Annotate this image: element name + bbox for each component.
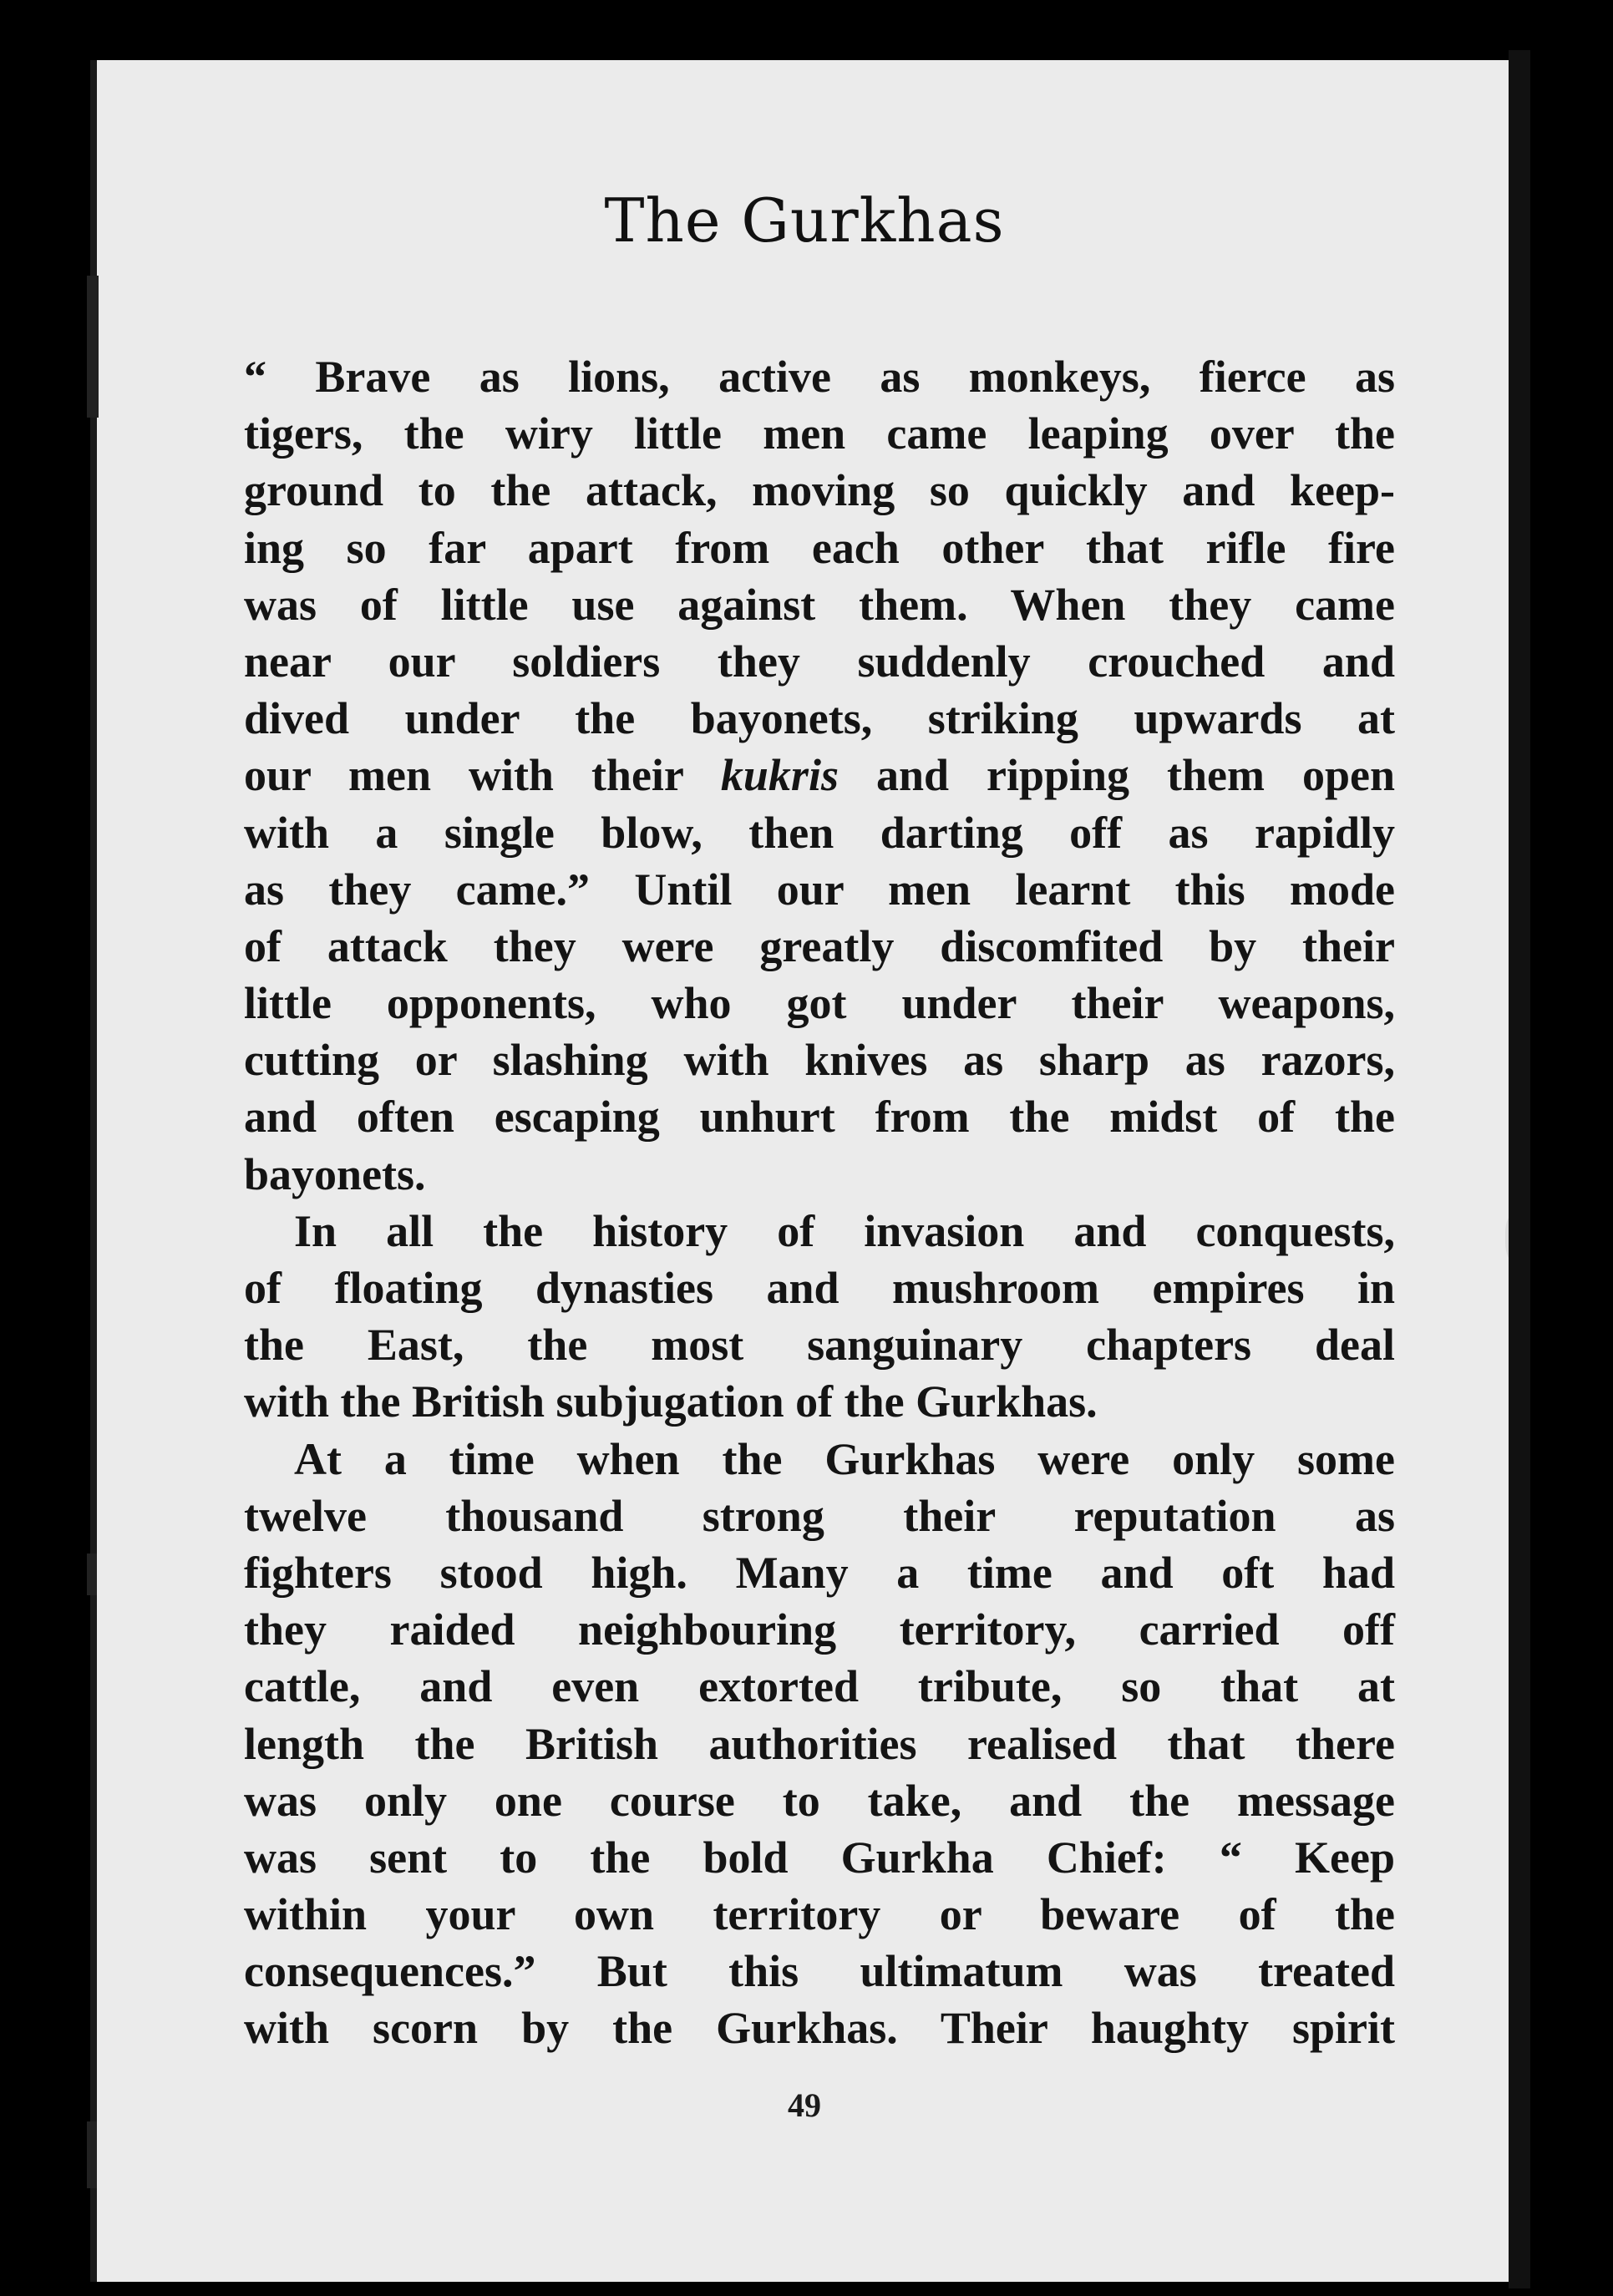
text-run: and often escaping unhurt from the midst of the [244, 1092, 1395, 1143]
text-run: dived under the bayonets, striking upwards at [244, 693, 1395, 744]
text-run: ing so far apart from each other that rifle fire [244, 522, 1395, 573]
text-line [244, 576, 1395, 633]
binding-mark [87, 276, 99, 418]
text-line [244, 918, 1395, 975]
paragraph [244, 348, 1395, 1203]
text-line [244, 804, 1395, 861]
text-run: cutting or slashing with knives as sharp as razors, [244, 1035, 1395, 1086]
text-run: with a single blow, then darting off as rapidly [244, 807, 1395, 858]
text-line [244, 1601, 1395, 1658]
text-run: with the British subjugation of the Gurkhas. [244, 1376, 1098, 1427]
text-line [244, 1886, 1395, 1943]
text-line [244, 861, 1395, 918]
text-run: In all the history of invasion and conquests, [294, 1205, 1395, 1256]
text-line [244, 1373, 1395, 1430]
book-page [94, 60, 1515, 2282]
text-line [244, 1146, 1395, 1203]
paragraph [244, 1431, 1395, 2057]
text-run: tigers, the wiry little men came leaping over the [244, 408, 1395, 459]
text-line [244, 690, 1395, 747]
text-line [244, 1943, 1395, 1999]
body-text [244, 348, 1395, 2057]
text-line [244, 633, 1395, 690]
running-head: The Gurkhas [604, 185, 1005, 256]
text-run: was of little use against them. When they came [244, 579, 1395, 630]
text-run: as they came.” Until our men learnt this mode [244, 864, 1395, 915]
text-run: of attack they were greatly discomfited by their [244, 920, 1395, 971]
text-line [244, 1431, 1395, 1488]
text-run: with scorn by the Gurkhas. Their haughty spirit [244, 2003, 1395, 2054]
text-line [244, 520, 1395, 576]
text-line [244, 1658, 1395, 1715]
text-line [244, 1203, 1395, 1260]
text-run: was only one course to take, and the message [244, 1775, 1395, 1826]
text-line [244, 1999, 1395, 2056]
text-run: ground to the attack, moving so quickly and keep- [244, 465, 1395, 516]
text-line [244, 1316, 1395, 1373]
text-run: length the British authorities realised that there [244, 1718, 1395, 1769]
text-run: and ripping them open [838, 750, 1395, 801]
text-line [244, 462, 1395, 519]
paragraph [244, 1203, 1395, 1431]
text-line [244, 1031, 1395, 1088]
text-line [244, 348, 1395, 405]
text-run: fighters stood high. Many a time and oft had [244, 1547, 1395, 1598]
binding-mark [87, 2121, 97, 2188]
text-run: “ Brave as lions, active as monkeys, fierce as [244, 352, 1395, 402]
page-right-edge [1509, 50, 1530, 2288]
text-run: our men with their [244, 750, 721, 801]
text-line [244, 1488, 1395, 1544]
text-line [244, 1716, 1395, 1772]
page-number: 49 [788, 2086, 821, 2124]
italic-word: kukris [720, 750, 839, 801]
text-line [244, 1260, 1395, 1316]
text-run: twelve thousand strong their reputation as [244, 1490, 1395, 1541]
text-run: was sent to the bold Gurkha Chief: “ Keep [244, 1832, 1395, 1883]
text-run: bayonets. [244, 1148, 426, 1199]
text-line [244, 1088, 1395, 1145]
text-line [244, 747, 1395, 803]
text-line [244, 1772, 1395, 1829]
text-line [244, 1829, 1395, 1886]
text-run: At a time when the Gurkhas were only some [294, 1433, 1395, 1484]
text-run: near our soldiers they suddenly crouched and [244, 636, 1395, 687]
text-run: within your own territory or beware of the [244, 1889, 1395, 1940]
text-line [244, 975, 1395, 1031]
text-run: little opponents, who got under their weapons, [244, 978, 1395, 1029]
text-run: they raided neighbouring territory, carried off [244, 1604, 1395, 1655]
binding-mark [87, 1553, 97, 1595]
text-run: cattle, and even extorted tribute, so that at [244, 1661, 1395, 1712]
text-run: of floating dynasties and mushroom empires in [244, 1263, 1395, 1313]
text-run: the East, the most sanguinary chapters deal [244, 1320, 1395, 1371]
text-run: consequences.” But this ultimatum was treated [244, 1946, 1395, 1997]
text-line [244, 405, 1395, 462]
text-line [244, 1544, 1395, 1601]
